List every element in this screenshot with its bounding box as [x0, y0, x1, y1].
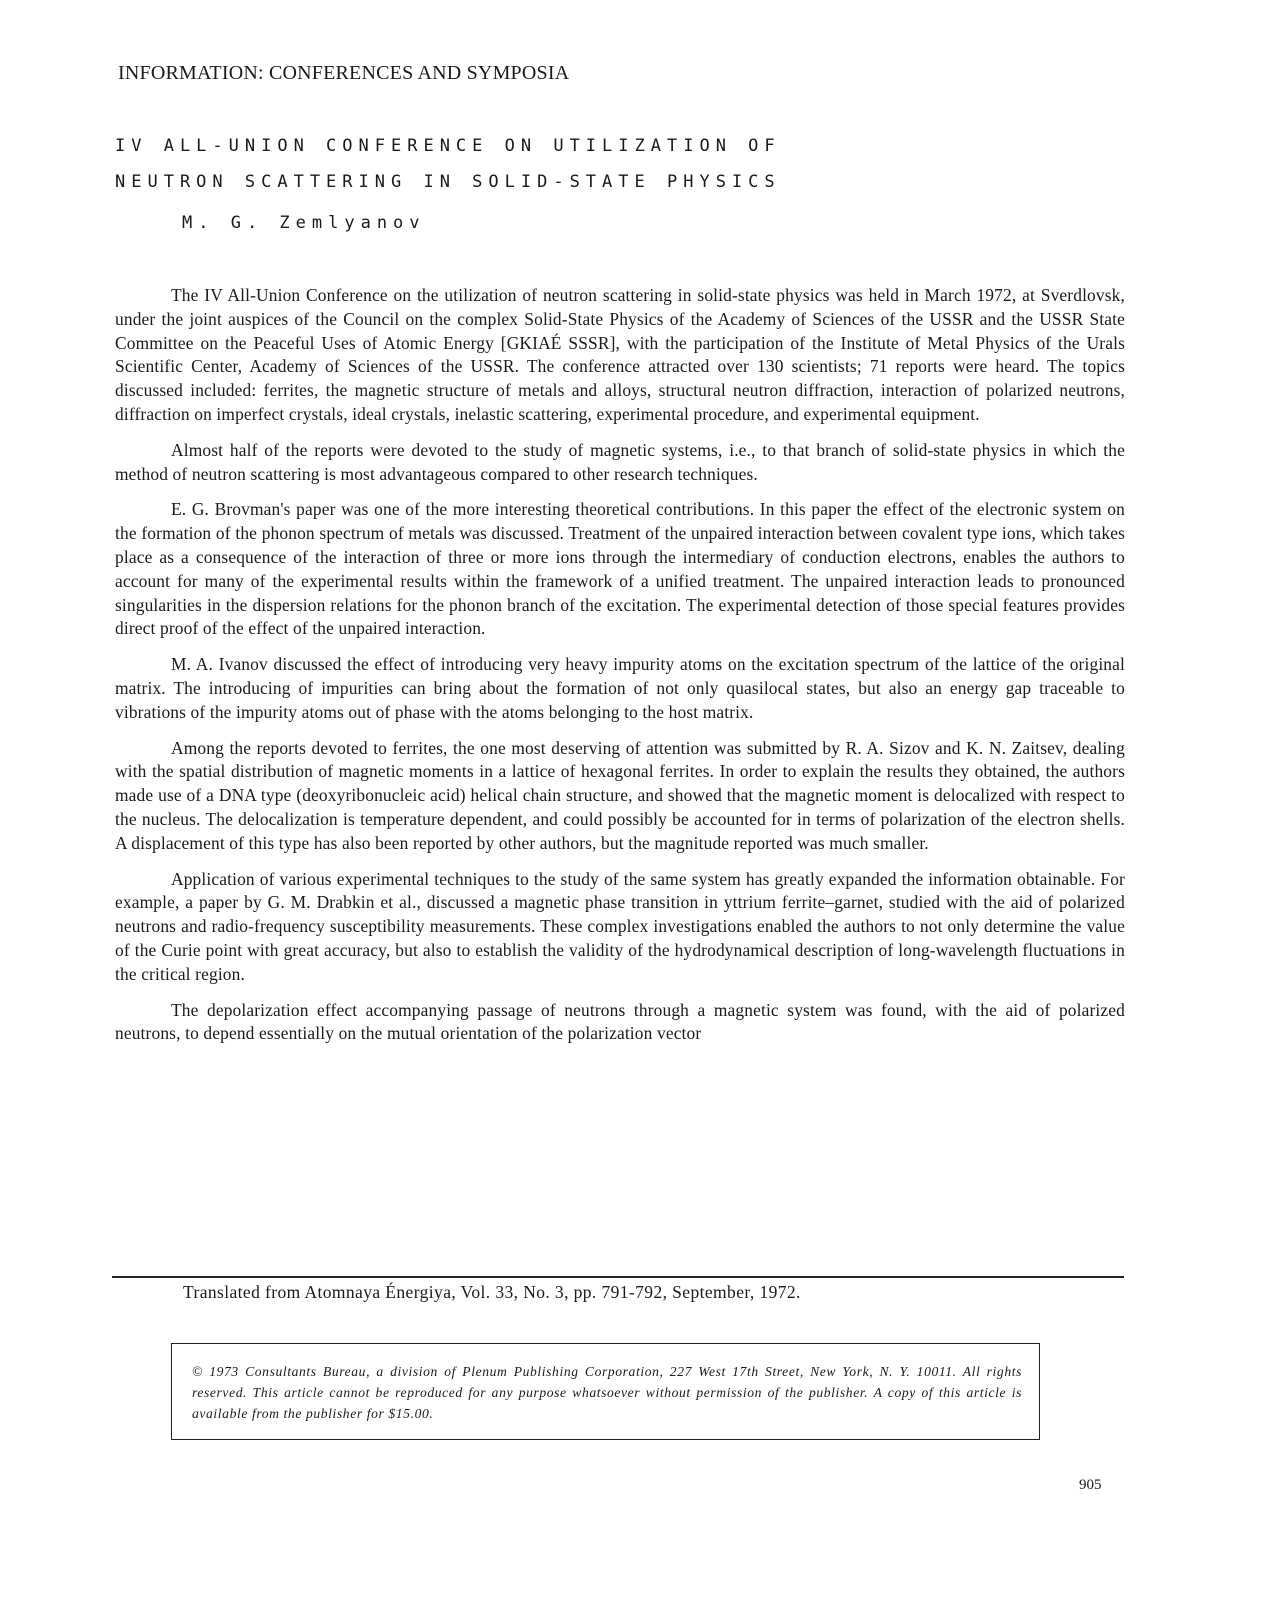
translation-source-note: Translated from Atomnaya Énergiya, Vol. 33, No. 3, pp. 791-792, September, 1972.	[183, 1282, 801, 1302]
copyright-box	[171, 1343, 1040, 1440]
footnote-divider	[112, 1276, 1124, 1278]
paragraph-3: E. G. Brovman's paper was one of the more interesting theoretical contributions. In this paper the effect of the electronic system on the formation of the phonon spectrum of metals was discussed. Treatment of the unpaired interaction between covalent type ions, which takes place as a consequence of the interaction of three or more ions through the intermediary of conduction electrons, enables the authors to account for many of the experimental results within the framework of a unified treatment. The unpaired interaction leads to pronounced singularities in the dispersion relations for the phonon branch of the excitation. The experimental detection of those special features provides direct proof of the effect of the unpaired interaction.	[115, 499, 1125, 639]
section-heading: INFORMATION: CONFERENCES AND SYMPOSIA	[118, 62, 570, 84]
title-line-1: IV ALL-UNION CONFERENCE ON UTILIZATION OF	[115, 136, 781, 156]
article-title	[115, 128, 781, 200]
paragraph-5: Among the reports devoted to ferrites, the one most deserving of attention was submitted by R. A. Sizov and K. N. Zaitsev, dealing with the spatial distribution of magnetic moments in a lattice of hexagonal ferrites. In order to explain the results they obtained, the authors made use of a DNA type (deoxyribonucleic acid) helical chain structure, and showed that the magnetic moment is delocalized with respect to the nucleus. The delocalization is temperature dependent, and could possibly be accounted for in terms of polarization of the electron shells. A displacement of this type has also been reported by other authors, but the magnitude reported was much smaller.	[115, 737, 1125, 853]
paragraph-4: M. A. Ivanov discussed the effect of introducing very heavy impurity atoms on the excitation spectrum of the lattice of the original matrix. The introducing of impurities can bring about the formation of not only quasilocal states, but also an energy gap traceable to vibrations of the impurity atoms out of phase with the atoms belonging to the host matrix.	[115, 654, 1125, 722]
paragraph-1: The IV All-Union Conference on the utilization of neutron scattering in solid-state physics was held in March 1972, at Sverdlovsk, under the joint auspices of the Council on the complex Solid-State Physics of the Academy of Sciences of the USSR and the USSR State Committee on the Peaceful Uses of Atomic Energy [GKIAÉ SSSR], with the participation of the Institute of Metal Physics of the Urals Scientific Center, Academy of Sciences of the USSR. The conference attracted over 130 scientists; 71 reports were heard. The topics discussed included: ferrites, the magnetic structure of metals and alloys, structural neutron diffraction, interaction of polarized neutrons, diffraction on imperfect crystals, ideal crystals, inelastic scattering, experimental procedure, and experimental equipment.	[115, 285, 1125, 424]
article-body	[115, 284, 1125, 1058]
page-number: 905	[1079, 1477, 1102, 1493]
paragraph-7: The depolarization effect accompanying passage of neutrons through a magnetic system was found, with the aid of polarized neutrons, to depend essentially on the mutual orientation of the polarization vector	[115, 999, 1125, 1044]
title-line-2: NEUTRON SCATTERING IN SOLID-STATE PHYSICS	[115, 172, 781, 192]
paragraph-2: Almost half of the reports were devoted to the study of magnetic systems, i.e., to that branch of solid-state physics in which the method of neutron scattering is most advantageous compared to other research techniques.	[115, 439, 1125, 484]
paragraph-6: Application of various experimental techniques to the study of the same system has greatly expanded the information obtainable. For example, a paper by G. M. Drabkin et al., discussed a magnetic phase transition in yttrium ferrite–garnet, studied with the aid of polarized neutrons and radio-frequency susceptibility measurements. These complex investigations enabled the authors to not only determine the value of the Curie point with great accuracy, but also to establish the validity of the hydrodynamical description of long-wavelength fluctuations in the critical region.	[115, 868, 1125, 984]
author-name: M. G. Zemlyanov	[182, 213, 426, 233]
copyright-notice: © 1973 Consultants Bureau, a division of Plenum Publishing Corporation, 227 West 17th Street, New York, N. Y. 10011. All rights reserved. This article cannot be reproduced for any purpose whatsoever without permission of the publisher. A copy of this article is available from the publisher for $15.00.	[192, 1364, 1022, 1421]
